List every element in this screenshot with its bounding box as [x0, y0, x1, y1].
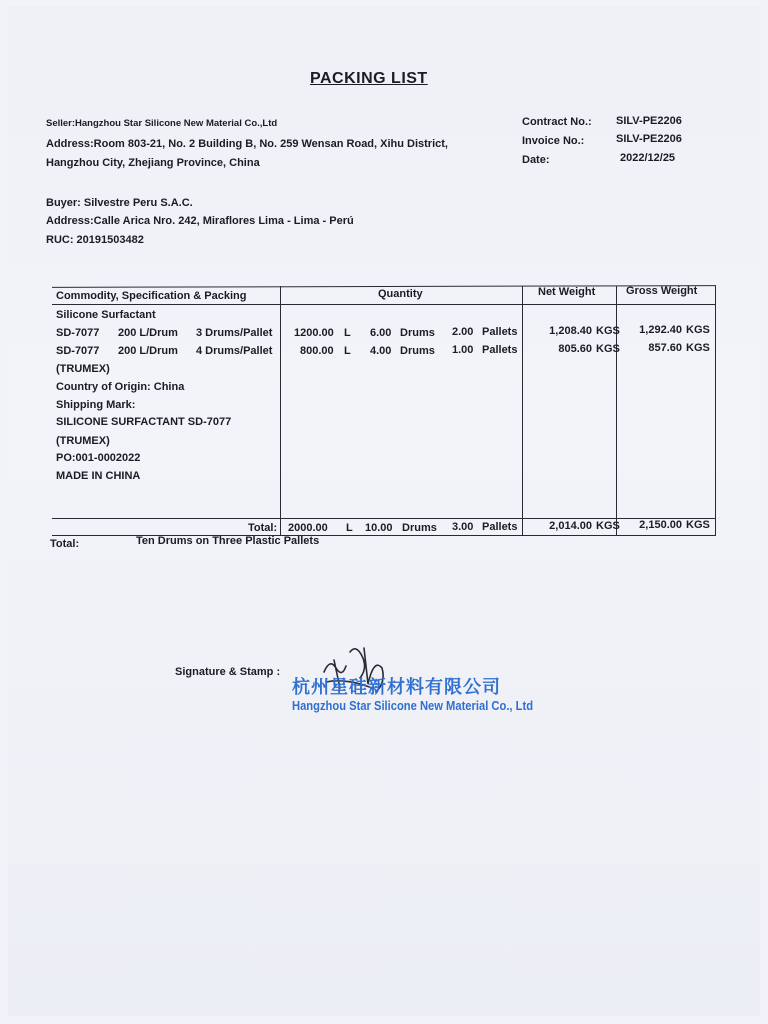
- seller-address-line-2: Hangzhou City, Zhejiang Province, China: [46, 157, 260, 169]
- total-gross-unit: KGS: [686, 519, 710, 531]
- total-drums: 10.00: [365, 522, 393, 534]
- seller-address-line-1: Address:Room 803-21, No. 2 Building B, No. 259 Wensan Road, Xihu District,: [46, 138, 448, 150]
- total-pallets: 3.00: [452, 521, 474, 533]
- row-gross: 1,292.40: [639, 324, 682, 336]
- row-packing: 3 Drums/Pallet: [196, 327, 273, 339]
- note-line: SILICONE SURFACTANT SD-7077: [56, 416, 232, 428]
- row-spec: 200 L/Drum: [118, 345, 178, 357]
- row-packing: 4 Drums/Pallet: [196, 345, 273, 357]
- table-col-divider-3: [616, 286, 617, 536]
- buyer-ruc: RUC: 20191503482: [46, 234, 144, 246]
- header-quantity: Quantity: [378, 288, 423, 300]
- header-commodity: Commodity, Specification & Packing: [56, 290, 247, 302]
- contract-label: Contract No.:: [522, 116, 592, 128]
- table-right-border: [715, 286, 716, 536]
- buyer-address: Address:Calle Arica Nro. 242, Miraflores Lima - Lima - Perú: [46, 215, 354, 227]
- buyer-name: Buyer: Silvestre Peru S.A.C.: [46, 197, 193, 209]
- note-line: MADE IN CHINA: [56, 470, 141, 482]
- row-gross-unit: KGS: [686, 342, 710, 354]
- row-net: 1,208.40: [549, 325, 592, 337]
- date-value: 2022/12/25: [620, 152, 676, 164]
- total-net-unit: KGS: [596, 520, 620, 532]
- total-pallet-unit: Pallets: [482, 521, 518, 533]
- total-words-label: Total:: [50, 538, 80, 550]
- total-net: 2,014.00: [549, 520, 592, 532]
- total-drum-unit: Drums: [402, 522, 437, 534]
- table-col-divider-2: [522, 286, 523, 536]
- note-line: (TRUMEX): [56, 363, 110, 375]
- row-pallets: 1.00: [452, 344, 474, 356]
- row-liter-unit: L: [344, 327, 351, 339]
- row-pallets: 2.00: [452, 326, 474, 338]
- invoice-label: Invoice No.:: [522, 135, 585, 147]
- company-stamp-english: Hangzhou Star Silicone New Material Co., Ltd: [292, 698, 534, 713]
- invoice-value: SILV-PE2206: [616, 133, 682, 145]
- row-pallet-unit: Pallets: [482, 344, 518, 356]
- document-title: PACKING LIST: [310, 70, 428, 87]
- total-liter-unit: L: [346, 522, 353, 534]
- row-liter-unit: L: [344, 345, 351, 357]
- note-line: (TRUMEX): [56, 435, 110, 447]
- seller-line: Seller:Hangzhou Star Silicone New Material Co.,Ltd: [46, 118, 278, 129]
- product-name: Silicone Surfactant: [56, 309, 156, 321]
- row-liters: 1200.00: [294, 327, 334, 339]
- row-net: 805.60: [558, 343, 592, 355]
- row-code: SD-7077: [56, 327, 100, 339]
- note-line: PO:001-0002022: [56, 452, 141, 464]
- row-code: SD-7077: [56, 345, 100, 357]
- header-net-weight: Net Weight: [538, 286, 596, 298]
- total-label: Total:: [248, 522, 278, 534]
- date-label: Date:: [522, 154, 550, 166]
- row-pallet-unit: Pallets: [482, 326, 518, 338]
- note-line: Shipping Mark:: [56, 399, 136, 411]
- signature-label: Signature & Stamp :: [175, 666, 281, 678]
- row-liters: 800.00: [300, 345, 334, 357]
- header-gross-weight: Gross Weight: [626, 285, 698, 297]
- row-spec: 200 L/Drum: [118, 327, 178, 339]
- packing-table: [52, 282, 716, 536]
- row-net-unit: KGS: [596, 325, 620, 337]
- row-drum-unit: Drums: [400, 327, 435, 339]
- row-net-unit: KGS: [596, 343, 620, 355]
- row-gross-unit: KGS: [686, 324, 710, 336]
- table-col-divider-1: [280, 286, 281, 536]
- contract-value: SILV-PE2206: [616, 115, 682, 127]
- row-drums: 6.00: [370, 327, 392, 339]
- note-line: Country of Origin: China: [56, 381, 185, 393]
- document-page: [8, 6, 760, 1016]
- row-drums: 4.00: [370, 345, 392, 357]
- row-drum-unit: Drums: [400, 345, 435, 357]
- total-liters: 2000.00: [288, 522, 328, 534]
- total-gross: 2,150.00: [639, 519, 682, 531]
- row-gross: 857.60: [648, 342, 682, 354]
- total-words-text: Ten Drums on Three Plastic Pallets: [136, 535, 320, 547]
- company-stamp-chinese: 杭州星硅新材料有限公司: [292, 677, 501, 697]
